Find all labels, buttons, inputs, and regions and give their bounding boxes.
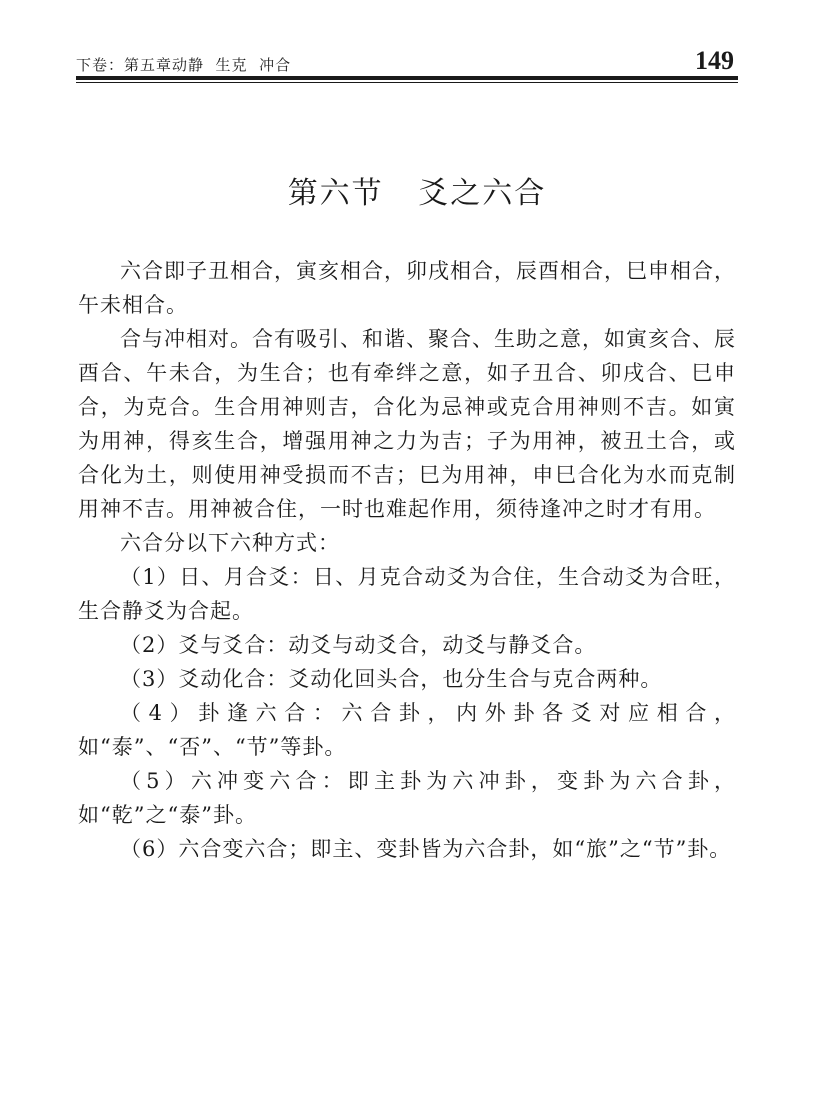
- paragraph-meaning: 合与冲相对。合有吸引、和谐、聚合、生助之意，如寅亥合、辰酉合、午未合，为生合；也有牵绊之意，如子丑合、卯戌合、巳申合，为克合。生合用神则吉，合化为忌神或克合用神则不吉。如寅为用神，得亥生合，增强用神之力为吉；子为用神，被丑土合，或合化为土，则使用神受损而不吉；巳为用神，申巳合化为水而克制用神不吉。用神被合住，一时也难起作用，须待逢冲之时才有用。: [78, 327, 736, 521]
- running-title: 下卷：第五章动静 生克 冲合: [76, 56, 292, 74]
- page-number: 149: [695, 46, 734, 75]
- list-item-1: （1）日、月合爻：日、月克合动爻为合住，生合动爻为合旺，生合静爻为合起。: [78, 565, 736, 623]
- list-item-5: （5）六冲变六合：即主卦为六冲卦，变卦为六合卦，如“乾”之“泰”卦。: [78, 769, 736, 827]
- header-rule-thick: [76, 76, 738, 80]
- body-text: [78, 254, 736, 866]
- header-rule-thin: [76, 82, 738, 83]
- paragraph-definition: 六合即子丑相合，寅亥相合，卯戌相合，辰酉相合，巳申相合，午未相合。: [78, 259, 736, 317]
- running-header: [76, 46, 738, 76]
- list-item-2: （2）爻与爻合：动爻与动爻合，动爻与静爻合。: [120, 633, 597, 657]
- list-item-6: （6）六合变六合；即主、变卦皆为六合卦，如“旅”之“节”卦。: [120, 837, 732, 861]
- paragraph-intro-list: 六合分以下六种方式：: [120, 531, 340, 555]
- list-item-4: （4）卦逢六合：六合卦，内外卦各爻对应相合，如“泰”、“否”、“节”等卦。: [78, 701, 736, 759]
- list-item-3: （3）爻动化合：爻动化回头合，也分生合与克合两种。: [120, 667, 663, 691]
- section-title: 第六节 爻之六合: [287, 176, 547, 211]
